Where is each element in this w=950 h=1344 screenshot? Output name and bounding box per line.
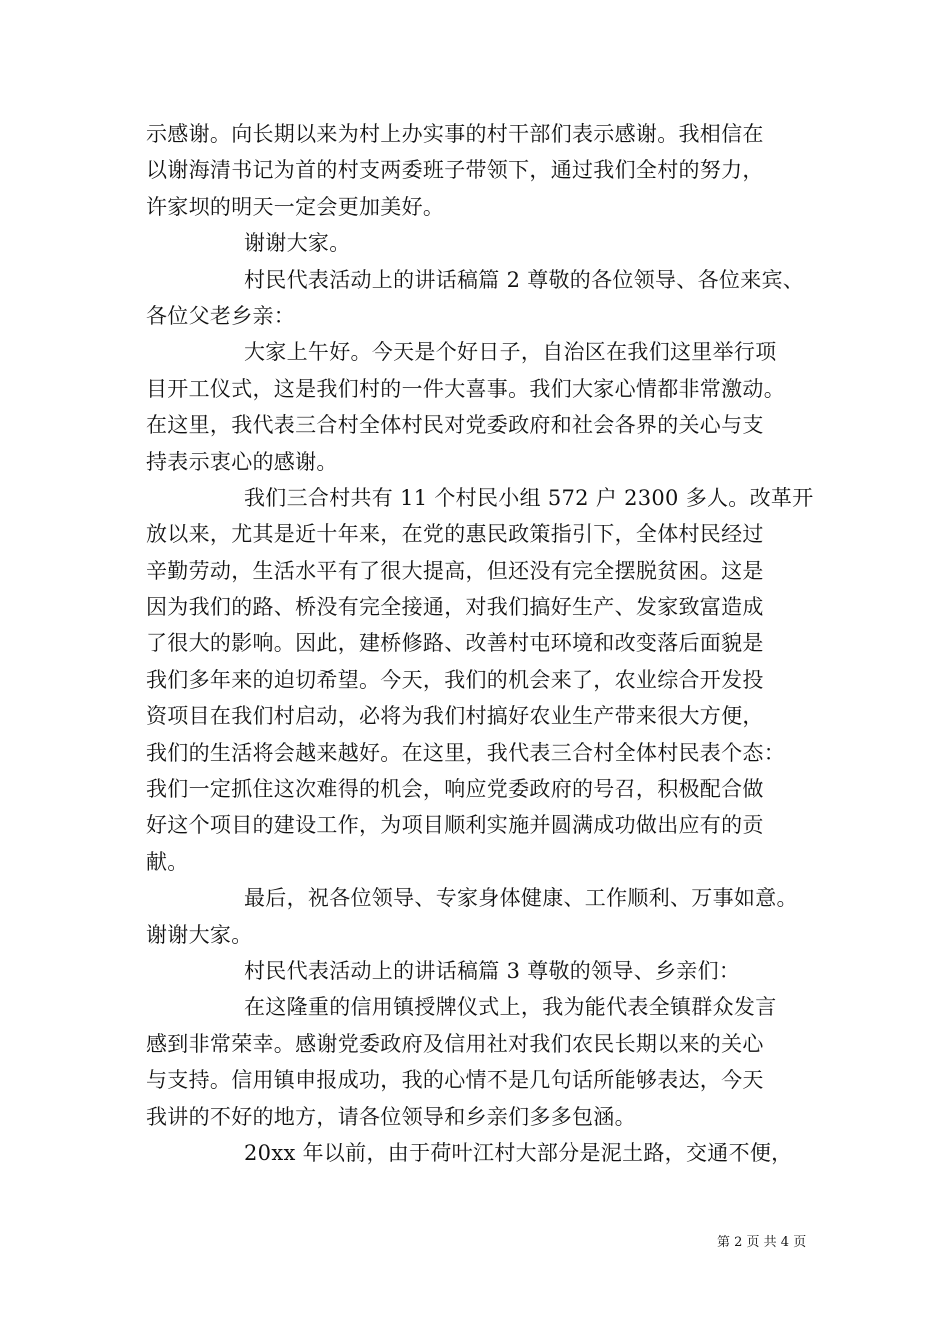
text-line: 我们的生活将会越来越好。在这里，我代表三合村全体村民表个态：: [146, 740, 785, 765]
text-line: 持表示衷心的感谢。: [146, 449, 338, 474]
text-line: 好这个项目的建设工作，为项目顺利实施并圆满成功做出应有的贡: [146, 813, 764, 838]
text-line: 我们多年来的迫切希望。今天，我们的机会来了，农业综合开发投: [146, 667, 764, 692]
text-line: 感到非常荣幸。感谢党委政府及信用社对我们农民长期以来的关心: [146, 1031, 764, 1056]
page-number: 第 2 页 共 4 页: [717, 1235, 807, 1250]
section-heading-line: 村民代表活动上的讲话稿篇 3 尊敬的领导、乡亲们：: [244, 958, 741, 983]
text-line: 我讲的不好的地方，请各位领导和乡亲们多多包涵。: [146, 1104, 636, 1129]
text-line: 大家上午好。今天是个好日子，自治区在我们这里举行项: [244, 340, 777, 365]
document-body: [146, 116, 836, 1171]
text-line: 放以来，尤其是近十年来，在党的惠民政策指引下，全体村民经过: [146, 522, 764, 547]
text-line: 谢谢大家。: [244, 231, 351, 256]
text-line: 在这隆重的信用镇授牌仪式上，我为能代表全镇群众发言: [244, 995, 777, 1020]
text-line: 许家坝的明天一定会更加美好。: [146, 194, 445, 219]
text-line: 以谢海清书记为首的村支两委班子带领下，通过我们全村的努力，: [146, 158, 764, 183]
text-line: 辛勤劳动，生活水平有了很大提高，但还没有完全摆脱贫困。这是: [146, 558, 764, 583]
text-line: 了很大的影响。因此，建桥修路、改善村屯环境和改变落后面貌是: [146, 631, 764, 656]
text-line: 资项目在我们村启动，必将为我们村搞好农业生产带来很大方便，: [146, 704, 764, 729]
text-line: 与支持。信用镇申报成功，我的心情不是几句话所能够表达，今天: [146, 1068, 764, 1093]
text-line: 因为我们的路、桥没有完全接通，对我们搞好生产、发家致富造成: [146, 595, 764, 620]
text-line: 我们三合村共有 11 个村民小组 572 户 2300 多人。改革开: [244, 485, 814, 510]
text-line: 我们一定抓住这次难得的机会，响应党委政府的号召，积极配合做: [146, 777, 764, 802]
text-line: 目开工仪式，这是我们村的一件大喜事。我们大家心情都非常激动。: [146, 376, 785, 401]
text-line: 谢谢大家。: [146, 922, 253, 947]
text-line: 各位父老乡亲：: [146, 303, 296, 328]
text-line: 示感谢。向长期以来为村上办实事的村干部们表示感谢。我相信在: [146, 122, 764, 146]
text-line: 最后，祝各位领导、专家身体健康、工作顺利、万事如意。: [244, 886, 798, 911]
section-heading-line: 村民代表活动上的讲话稿篇 2 尊敬的各位领导、各位来宾、: [244, 267, 805, 292]
text-line: 献。: [146, 849, 189, 874]
text-line: 20xx 年以前，由于荷叶江村大部分是泥土路，交通不便，: [244, 1140, 793, 1165]
text-line: 在这里，我代表三合村全体村民对党委政府和社会各界的关心与支: [146, 413, 764, 438]
